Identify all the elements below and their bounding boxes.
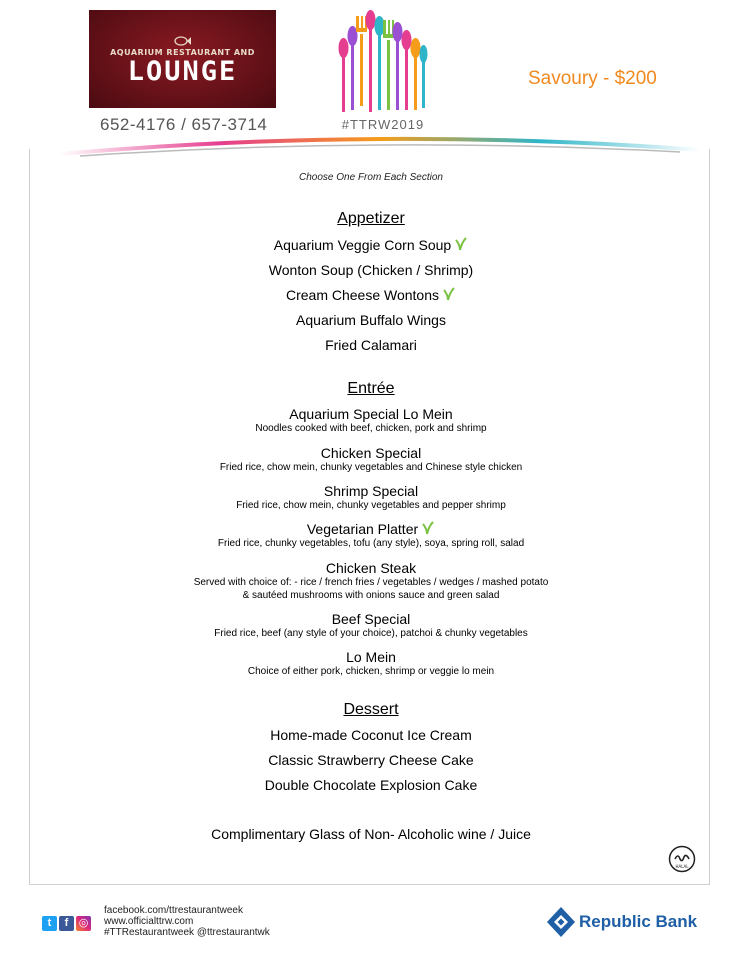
fish-icon bbox=[173, 34, 191, 48]
menu-card bbox=[29, 149, 710, 885]
facebook-link[interactable]: facebook.com/ttrestaurantweek bbox=[104, 905, 243, 916]
menu-item-description: Served with choice of: - rice / french fries / vegetables / wedges / mashed potato bbox=[193, 577, 549, 588]
menu-item: Classic Strawberry Cheese Cake bbox=[268, 752, 474, 768]
twitter-icon[interactable]: t bbox=[42, 916, 57, 931]
menu-item: Cream Cheese Wontons bbox=[0, 287, 742, 303]
menu-item: Aquarium Special Lo Mein bbox=[289, 406, 453, 422]
vegetarian-leaf-icon bbox=[421, 521, 435, 535]
vegetarian-leaf-icon bbox=[454, 237, 468, 251]
restaurant-logo bbox=[89, 10, 276, 108]
menu-item: Lo Mein bbox=[346, 649, 396, 665]
menu-item: Chicken Steak bbox=[325, 560, 417, 576]
sponsor-name: Republic Bank bbox=[579, 912, 698, 931]
logo-title: LOUNGE bbox=[127, 56, 238, 87]
footer-links bbox=[104, 905, 270, 938]
menu-item: Wonton Soup (Chicken / Shrimp) bbox=[268, 262, 474, 278]
cutlery-logo bbox=[336, 10, 428, 118]
phone-numbers: 652-4176 / 657-3714 bbox=[100, 115, 268, 134]
website-link[interactable]: www.officialttrw.com bbox=[104, 916, 194, 927]
vegetarian-leaf-icon bbox=[442, 287, 456, 301]
menu-item: Aquarium Buffalo Wings bbox=[296, 312, 446, 328]
menu-item: Fried Calamari bbox=[325, 337, 417, 353]
social-icons bbox=[42, 913, 93, 929]
sponsor-logo bbox=[545, 905, 698, 944]
dessert-heading: Dessert bbox=[343, 701, 399, 718]
halal-label: HALAL bbox=[675, 864, 689, 869]
menu-price: Savoury - $200 bbox=[528, 68, 657, 89]
menu-item-description: Fried rice, chunky vegetables, tofu (any style), soya, spring roll, salad bbox=[217, 538, 525, 549]
menu-item-description: Choice of either pork, chicken, shrimp or veggie lo mein bbox=[247, 666, 495, 677]
menu-item-description: Fried rice, chow mein, chunky vegetables and Chinese style chicken bbox=[219, 462, 523, 473]
menu-item-description: & sautéed mushrooms with onions sauce and green salad bbox=[242, 590, 500, 601]
menu-item-description: Fried rice, chow mein, chunky vegetables and pepper shrimp bbox=[236, 500, 506, 511]
menu-item: Chicken Special bbox=[320, 445, 422, 461]
logo-tagline: AQUARIUM RESTAURANT AND bbox=[110, 48, 255, 57]
event-hashtag: #TTRW2019 bbox=[341, 117, 425, 132]
entree-heading: Entrée bbox=[347, 380, 395, 397]
menu-item: Double Chocolate Explosion Cake bbox=[264, 777, 478, 793]
menu-instruction: Choose One From Each Section bbox=[299, 172, 443, 183]
menu-item: Beef Special bbox=[331, 611, 411, 627]
facebook-icon[interactable]: f bbox=[59, 916, 74, 931]
menu-item: Shrimp Special bbox=[323, 483, 419, 499]
hashtag-handle: #TTRestaurantweek @ttrestaurantwk bbox=[104, 927, 270, 938]
halal-icon bbox=[668, 845, 696, 873]
menu-item: Aquarium Veggie Corn Soup bbox=[0, 237, 742, 253]
menu-item-description: Noodles cooked with beef, chicken, pork and shrimp bbox=[255, 423, 487, 434]
menu-item-description: Fried rice, beef (any style of your choice), patchoi & chunky vegetables bbox=[214, 628, 528, 639]
complimentary-note: Complimentary Glass of Non- Alcoholic wine / Juice bbox=[211, 826, 531, 842]
menu-item: Vegetarian Platter bbox=[0, 521, 742, 537]
appetizer-heading: Appetizer bbox=[337, 210, 405, 227]
republic-bank-icon bbox=[545, 905, 577, 939]
menu-item: Home-made Coconut Ice Cream bbox=[270, 727, 472, 743]
instagram-icon[interactable]: ◎ bbox=[76, 916, 91, 931]
